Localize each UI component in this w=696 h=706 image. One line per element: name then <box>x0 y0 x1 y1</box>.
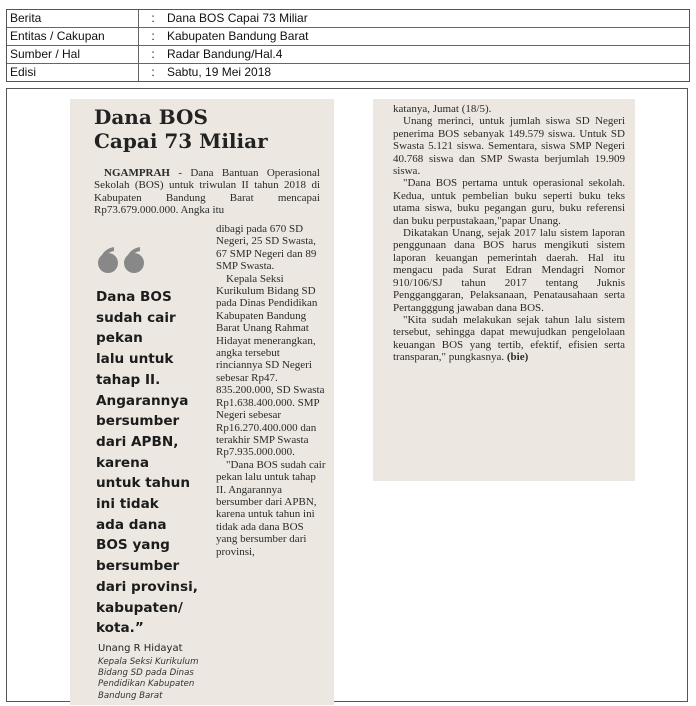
headline-line-2: Capai 73 Miliar <box>94 129 268 153</box>
paragraph: Dikatakan Unang, sejak 2017 lalu sistem laporan penggunaan dana BOS harus mengikuti sistem laporan keuangan pemerintah daerah. Hal itu mengacu pada Surat Edran Mendagri Nomor 910/106/SJ tahun 2017 tentang Juknis Pengganggaran, Pelaksanaan, Penatausahaan serta Pertangggung jawaban dana BOS. <box>393 227 625 314</box>
meta-separator: : <box>151 29 155 43</box>
pull-quote <box>96 287 202 639</box>
meta-label: Berita <box>7 10 139 27</box>
pull-quote-line: BOS yang <box>96 537 170 554</box>
pull-quote-line: bersumber <box>96 413 180 430</box>
quote-mark-icon <box>96 247 156 277</box>
meta-separator: : <box>151 11 155 25</box>
meta-row-edisi <box>7 64 689 81</box>
paragraph: Unang merinci, untuk jumlah siswa SD Negeri penerima BOS sebanyak 149.579 siswa. Untuk SD Swasta 5.121 siswa. Sementara, siswa SMP Negeri 40.768 siswa dan SMP Swasta berjumlah 19.909 siswa. <box>393 115 625 178</box>
closing-text: "Kita sudah melakukan sejak tahun lalu sistem tersebut, sehingga dapat mewujudkan pengelolaan keuangan BOS yang tertib, efektif, efisien serta transparan," pungkasnya. <box>393 313 625 364</box>
paragraph: dibagi pada 670 SD Negeri, 25 SD Swasta, 67 SMP Negeri dan 89 SMP Swasta. <box>216 223 317 273</box>
pull-quote-line: karena <box>96 454 149 471</box>
meta-value: Dana BOS Capai 73 Miliar <box>167 11 308 25</box>
meta-value: Radar Bandung/Hal.4 <box>167 47 283 61</box>
headline-line-1: Dana BOS <box>94 105 208 129</box>
meta-label: Edisi <box>7 64 139 81</box>
pull-quote-line: dari provinsi, <box>96 578 198 595</box>
article-column-3 <box>393 103 625 364</box>
pull-quote-line: ada dana <box>96 516 167 533</box>
pull-quote-line: Dana BOS <box>96 289 172 305</box>
article-column-2 <box>216 223 326 558</box>
meta-value: Sabtu, 19 Mei 2018 <box>167 65 272 79</box>
pull-quote-line: dari APBN, <box>96 433 179 450</box>
paragraph: Kepala Seksi Kurikulum Bidang SD pada Dinas Pendidikan Kabupaten Bandung Barat Unang Rahmat Hidayat menerangkan, angka tersebut rinciannya SD Negeri sebesar Rp47. 835.200.000, SD Swasta Rp1.638.400.000. SMP Negeri sebesar Rp16.270.400.000 dan terakhir SMP Swasta Rp7.935.000.000. <box>216 272 325 459</box>
meta-value: Kabupaten Bandung Barat <box>167 29 309 43</box>
paragraph: katanya, Jumat (18/5). <box>393 103 492 115</box>
metadata-table <box>6 9 690 82</box>
paragraph <box>393 314 625 364</box>
pull-quote-line: lalu untuk <box>96 351 174 368</box>
pull-quote-line: sudah cair <box>96 309 176 326</box>
headline <box>94 105 268 153</box>
pull-quote-line: ini tidak <box>96 496 159 513</box>
pull-quote-line: pekan <box>96 330 143 347</box>
paragraph: "Dana BOS sudah cair pekan lalu untuk tahap II. Angarannya bersumber dari APBN, karena untuk tahun ini tidak ada dana BOS yang bersumber dari provinsi, <box>216 458 326 558</box>
quote-attribution-role: Kepala Seksi Kurikulum Bidang SD pada Dinas Pendidikan Kabupaten Bandung Barat <box>98 657 199 701</box>
byline: (bie) <box>506 351 529 364</box>
pull-quote-line: bersumber <box>96 558 180 575</box>
clipping-left <box>70 99 334 705</box>
meta-row-berita <box>7 10 689 28</box>
meta-separator: : <box>151 47 155 61</box>
clipping-right <box>373 99 635 481</box>
paragraph: "Dana BOS pertama untuk operasional sekolah. Kedua, untuk pembelian buku seperti buku teks utama siswa, buku pegangan guru, buku referensi dan buku perpustakaan,"papar Unang. <box>393 177 625 227</box>
lead-paragraph <box>94 167 320 217</box>
pull-quote-line: kota.” <box>96 620 144 637</box>
dateline: NGAMPRAH <box>104 167 170 179</box>
pull-quote-line: untuk tahun <box>96 475 191 492</box>
meta-row-entitas <box>7 28 689 46</box>
pull-quote-line: tahap II. <box>96 371 161 388</box>
pull-quote-line: kabupaten/ <box>96 599 183 616</box>
meta-label: Entitas / Cakupan <box>7 28 139 45</box>
lead-text: - Dana Bantuan Operasional Sekolah (BOS) untuk triwulan II tahun 2018 di Kabupaten Bandung Barat mencapai Rp73.679.000.000. Angka itu <box>94 167 320 217</box>
meta-row-sumber <box>7 46 689 64</box>
quote-attribution-name: Unang R Hidayat <box>98 643 183 654</box>
meta-label: Sumber / Hal <box>7 46 139 63</box>
meta-separator: : <box>151 65 155 79</box>
pull-quote-line: Angarannya <box>96 392 189 409</box>
